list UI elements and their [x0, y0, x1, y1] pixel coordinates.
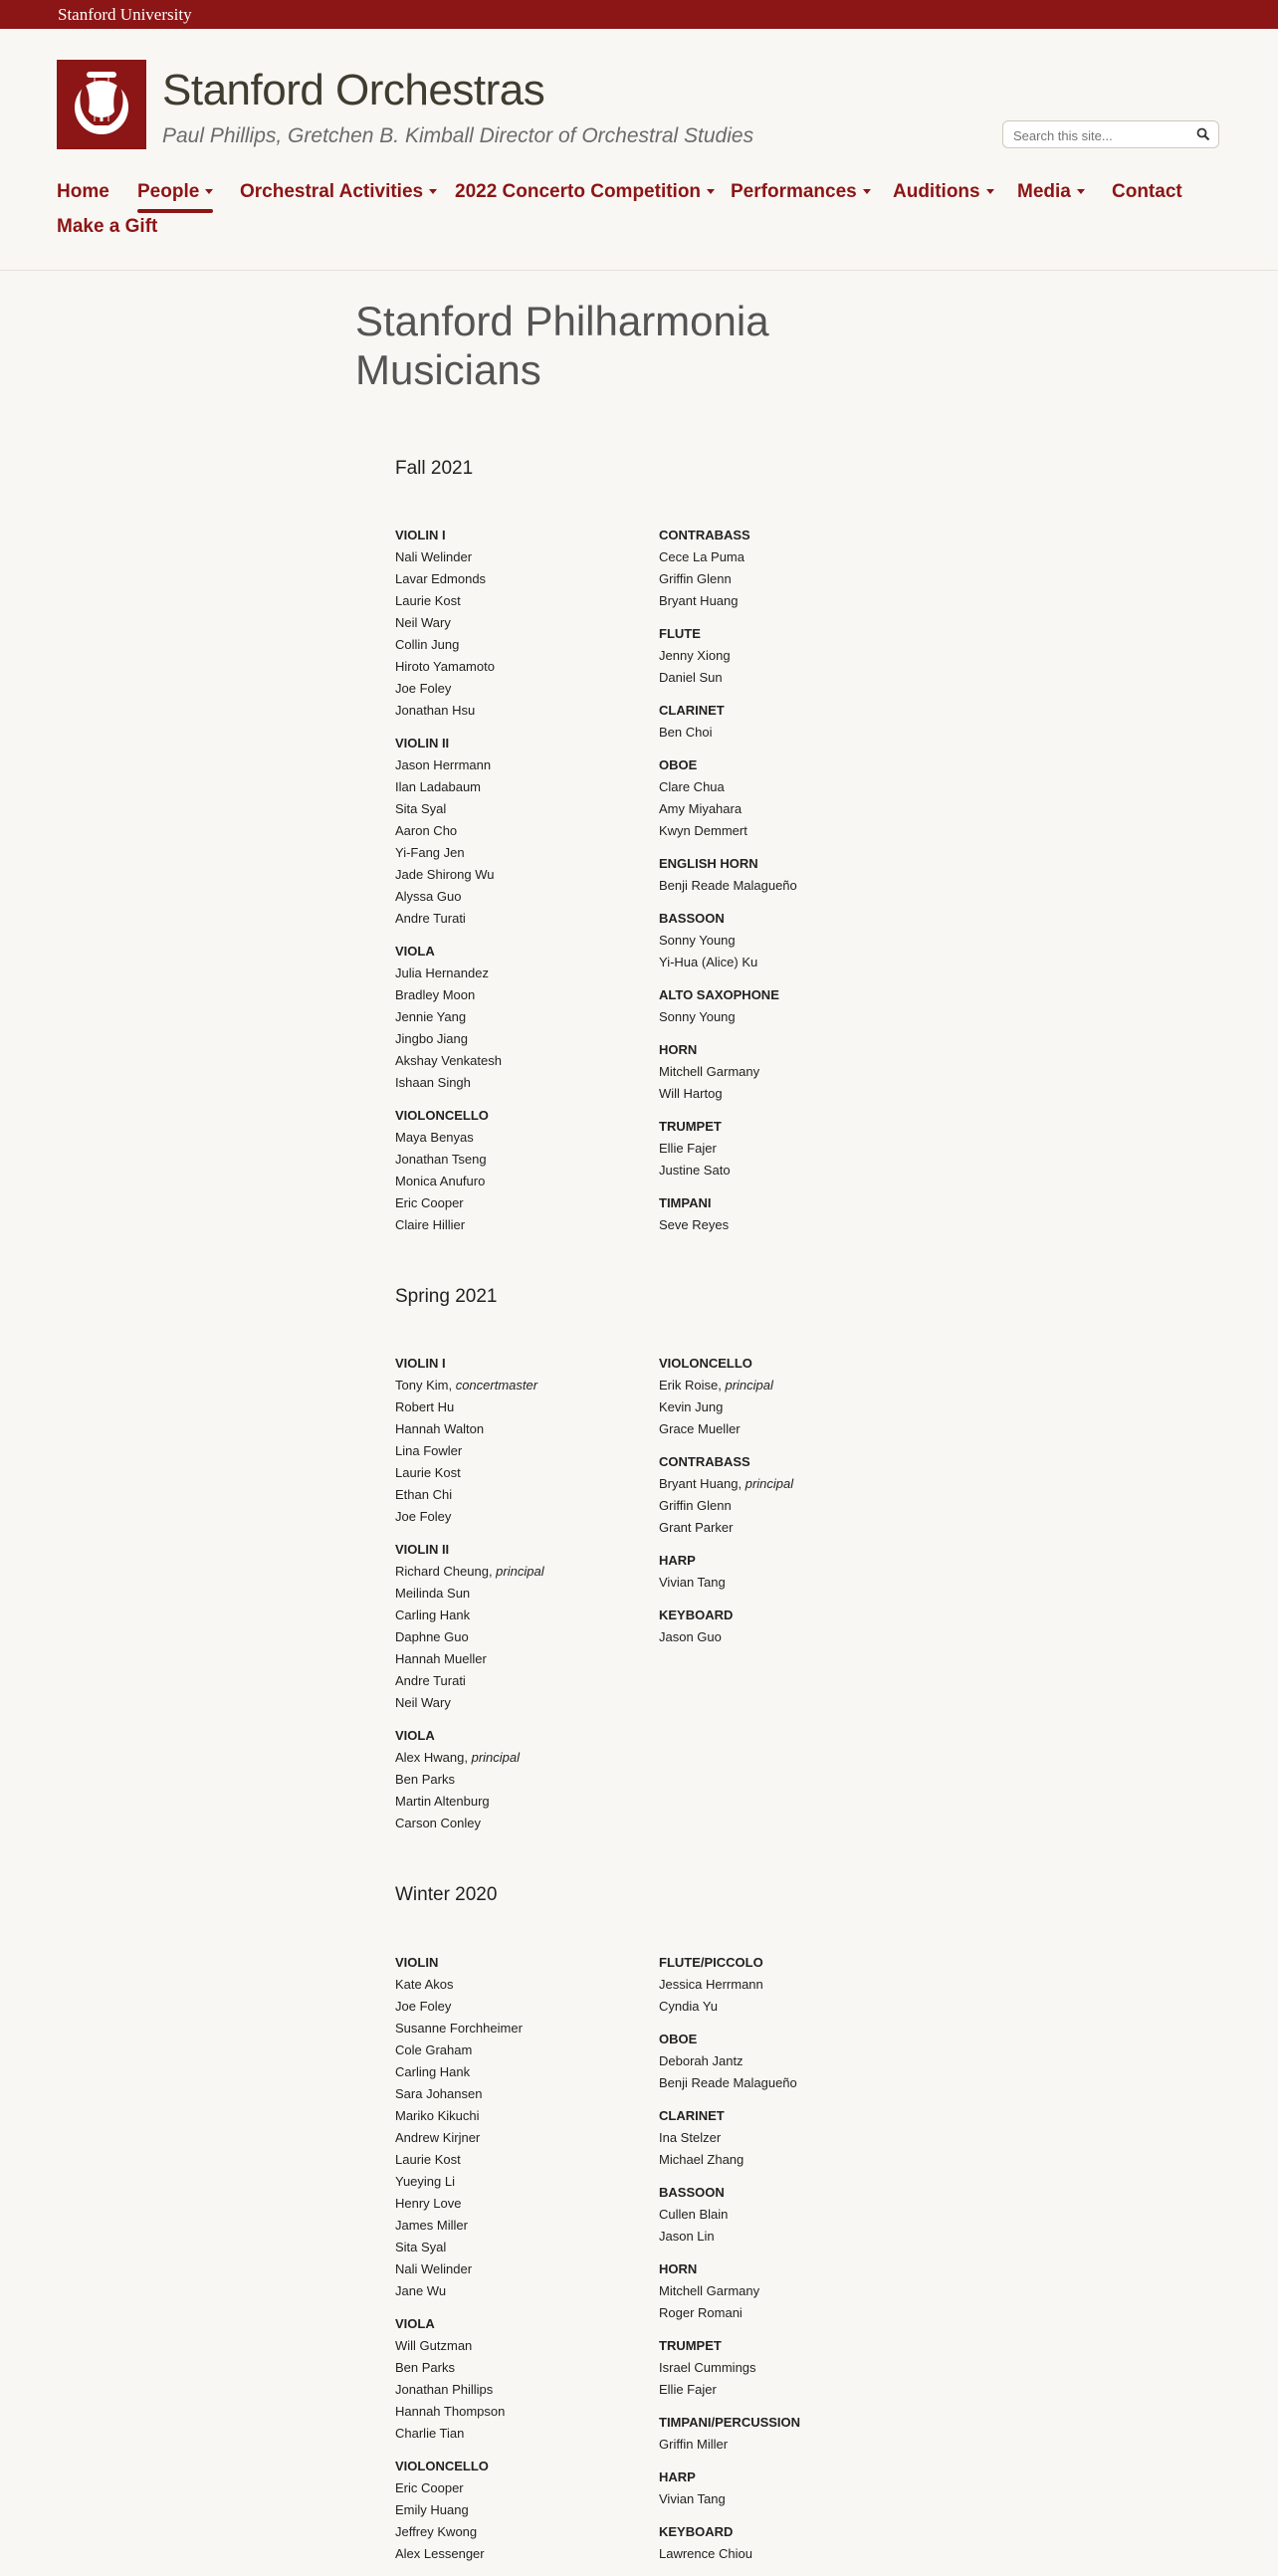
musician-name: Henry Love: [395, 2196, 462, 2211]
page-title: Stanford Philharmonia Musicians: [355, 298, 769, 393]
musician-name: Jennie Yang: [395, 1009, 467, 1024]
instrument-section: [659, 2105, 918, 2171]
stanford-top-bar: [0, 0, 1278, 29]
musician-name: Jonathan Tseng: [395, 1152, 487, 1167]
roster-column-right: [659, 1952, 918, 2576]
caret-down-icon: [1077, 189, 1085, 194]
musician-name: Hannah Mueller: [395, 1651, 487, 1666]
musician-name: Clare Chua: [659, 779, 725, 794]
musician-name: Tony Kim, concertmaster: [395, 1378, 538, 1393]
musician-name: Yi-Fang Jen: [395, 845, 465, 860]
instrument-section-title: FLUTE: [659, 626, 701, 641]
instrument-section-title: VIOLIN I: [395, 1356, 446, 1371]
instrument-section-title: TRUMPET: [659, 2338, 722, 2353]
musician-name: Lawrence Chiou: [659, 2546, 752, 2561]
musician-name: Grant Parker: [659, 1520, 734, 1535]
musician-name: Hannah Thompson: [395, 2404, 506, 2419]
musician-name: Kwyn Demmert: [659, 823, 747, 838]
musician-name: Ishaan Singh: [395, 1075, 471, 1090]
musician-name: Jingbo Jiang: [395, 1031, 468, 1046]
musician-name: Eric Cooper: [395, 2480, 464, 2495]
site-subtitle: Paul Phillips, Gretchen B. Kimball Director of Orchestral Studies: [162, 124, 754, 147]
musician-name: Griffin Glenn: [659, 571, 732, 586]
instrument-section: [659, 2412, 918, 2456]
instrument-section-title: VIOLIN I: [395, 528, 446, 542]
season-heading: Winter 2020: [395, 1884, 498, 1905]
instrument-section-title: VIOLONCELLO: [395, 1108, 489, 1123]
musician-name: Jonathan Phillips: [395, 2382, 494, 2397]
instrument-section-title: CONTRABASS: [659, 1454, 750, 1469]
musician-name: Justine Sato: [659, 1163, 731, 1178]
musician-name: Jason Herrmann: [395, 757, 492, 772]
musician-name: Laurie Kost: [395, 2152, 461, 2167]
instrument-section-title: CONTRABASS: [659, 528, 750, 542]
musician-name: Monica Anufuro: [395, 1174, 486, 1188]
instrument-section-title: TRUMPET: [659, 1119, 722, 1134]
roster-column-left: [395, 1952, 654, 2576]
musician-name: Laurie Kost: [395, 593, 461, 608]
musician-name: Akshay Venkatesh: [395, 1053, 502, 1068]
musician-name: Jane Wu: [395, 2283, 447, 2298]
instrument-section: [659, 2521, 918, 2565]
musician-name: Jade Shirong Wu: [395, 867, 495, 882]
musician-name: Vivian Tang: [659, 2491, 726, 2506]
musician-name: Lina Fowler: [395, 1443, 463, 1458]
musician-name: Joe Foley: [395, 681, 452, 696]
instrument-section-title: VIOLIN: [395, 1955, 439, 1970]
musician-name: Robert Hu: [395, 1399, 455, 1414]
instrument-section: [659, 1550, 918, 1594]
instrument-section-title: ALTO SAXOPHONE: [659, 987, 779, 1002]
roster-column-left: [395, 525, 654, 1247]
nav-people[interactable]: People: [137, 178, 213, 206]
instrument-section: [659, 2029, 918, 2094]
musician-name: Jonathan Hsu: [395, 703, 476, 718]
musician-name: Ethan Chi: [395, 1487, 453, 1502]
musician-name: Joe Foley: [395, 1999, 452, 2014]
instrument-section: [659, 2335, 918, 2401]
musician-name: Yueying Li: [395, 2174, 455, 2189]
musician-name: Alyssa Guo: [395, 889, 462, 904]
instrument-section-title: VIOLONCELLO: [659, 1356, 752, 1371]
musician-name: Andrew Kirjner: [395, 2130, 481, 2145]
musician-role: principal: [725, 1378, 773, 1393]
musician-name: Ben Choi: [659, 725, 713, 740]
musician-name: Cece La Puma: [659, 549, 745, 564]
musician-name: Bradley Moon: [395, 987, 476, 1002]
instrument-section: [659, 1039, 918, 1105]
musician-name: Charlie Tian: [395, 2426, 465, 2441]
search-icon[interactable]: [1196, 127, 1210, 146]
nav-make-a-gift[interactable]: Make a Gift: [57, 216, 158, 237]
musician-name: Jeffrey Kwong: [395, 2524, 478, 2539]
instrument-section: [659, 2258, 918, 2324]
musician-name: Sonny Young: [659, 933, 736, 948]
musician-name: Carson Conley: [395, 1816, 481, 1830]
instrument-section: [659, 984, 918, 1028]
musician-name: Nali Welinder: [395, 2261, 473, 2276]
musician-name: Sita Syal: [395, 2240, 447, 2254]
musician-name: Julia Hernandez: [395, 966, 489, 980]
musician-name: Roger Romani: [659, 2305, 743, 2320]
musician-name: Vivian Tang: [659, 1575, 726, 1590]
musician-name: Neil Wary: [395, 1695, 451, 1710]
musician-name: Susanne Forchheimer: [395, 2021, 523, 2036]
musician-name: Andre Turati: [395, 911, 466, 926]
musician-name: Deborah Jantz: [659, 2053, 744, 2068]
instrument-section: [659, 2467, 918, 2510]
instrument-section-title: HORN: [659, 2261, 698, 2276]
musician-name: Cyndia Yu: [659, 1999, 719, 2014]
instrument-section-title: VIOLA: [395, 1728, 435, 1743]
musician-name: Andre Turati: [395, 1673, 466, 1688]
instrument-section: [659, 1952, 918, 2018]
instrument-section: [395, 525, 654, 722]
musician-name: Collin Jung: [395, 637, 460, 652]
musician-name: Ilan Ladabaum: [395, 779, 482, 794]
search-box[interactable]: [1002, 120, 1219, 148]
musician-name: Grace Mueller: [659, 1421, 741, 1436]
nav-home[interactable]: Home: [57, 181, 109, 202]
musician-name: Kate Akos: [395, 1977, 454, 1992]
instrument-section-title: HORN: [659, 1042, 698, 1057]
caret-down-icon: [707, 189, 715, 194]
musician-name: Hiroto Yamamoto: [395, 659, 495, 674]
musician-name: Amy Miyahara: [659, 801, 743, 816]
instrument-section: [659, 525, 918, 612]
instrument-section-title: TIMPANI: [659, 1195, 712, 1210]
musician-role: principal: [745, 1476, 794, 1491]
musician-name: Lavar Edmonds: [395, 571, 487, 586]
musician-name: Mariko Kikuchi: [395, 2108, 480, 2123]
musician-name: Nali Welinder: [395, 549, 473, 564]
musician-name: Michael Zhang: [659, 2152, 745, 2167]
instrument-section-title: CLARINET: [659, 703, 725, 718]
musician-name: Hannah Walton: [395, 1421, 485, 1436]
instrument-section-title: OBOE: [659, 2032, 698, 2046]
instrument-section-title: CLARINET: [659, 2108, 725, 2123]
musician-name: Jason Guo: [659, 1629, 722, 1644]
instrument-section: [395, 1105, 654, 1236]
musician-name: Claire Hillier: [395, 1217, 466, 1232]
nav-media[interactable]: Media: [1017, 178, 1085, 206]
caret-down-icon: [863, 189, 871, 194]
musician-name: Jenny Xiong: [659, 648, 731, 663]
musician-name: Sara Johansen: [395, 2086, 483, 2101]
season-heading: Fall 2021: [395, 458, 474, 479]
nav-contact[interactable]: Contact: [1112, 181, 1182, 202]
musician-name: Seve Reyes: [659, 1217, 730, 1232]
musician-name: Aaron Cho: [395, 823, 458, 838]
musician-name: Laurie Kost: [395, 1465, 461, 1480]
musician-name: Cullen Blain: [659, 2207, 729, 2222]
musician-name: Griffin Glenn: [659, 1498, 732, 1513]
musician-name: Ina Stelzer: [659, 2130, 722, 2145]
musician-name: Will Gutzman: [395, 2338, 473, 2353]
musician-name: Benji Reade Malagueño: [659, 878, 797, 893]
instrument-section: [659, 1192, 918, 1236]
musician-name: Neil Wary: [395, 615, 451, 630]
musician-name: Martin Altenburg: [395, 1794, 490, 1809]
instrument-section-title: HARP: [659, 1553, 696, 1568]
musician-name: Ellie Fajer: [659, 1141, 717, 1156]
musician-name: Ben Parks: [395, 2360, 455, 2375]
musician-name: Emily Huang: [395, 2502, 469, 2517]
musician-name: Cole Graham: [395, 2042, 473, 2057]
musician-role: principal: [496, 1564, 544, 1579]
instrument-section-title: VIOLIN II: [395, 736, 450, 751]
instrument-section: [659, 754, 918, 842]
musician-name: Daphne Guo: [395, 1629, 469, 1644]
instrument-section: [659, 1605, 918, 1648]
musician-name: Erik Roise, principal: [659, 1378, 773, 1393]
nav-concerto-competition[interactable]: 2022 Concerto Competition: [455, 178, 715, 206]
musician-name: Mitchell Garmany: [659, 2283, 760, 2298]
musician-name: Eric Cooper: [395, 1195, 464, 1210]
instrument-section-title: ENGLISH HORN: [659, 856, 758, 871]
season-heading: Spring 2021: [395, 1286, 498, 1307]
musician-name: Meilinda Sun: [395, 1586, 471, 1601]
musician-name: Will Hartog: [659, 1086, 723, 1101]
caret-down-icon: [429, 189, 437, 194]
site-title[interactable]: Stanford Orchestras: [162, 66, 545, 114]
musician-name: Kevin Jung: [659, 1399, 724, 1414]
instrument-section: [395, 733, 654, 930]
musician-name: James Miller: [395, 2218, 468, 2233]
instrument-section: [659, 853, 918, 897]
musician-name: Joe Foley: [395, 1509, 452, 1524]
musician-name: Ben Parks: [395, 1772, 455, 1787]
musician-name: Alex Hwang, principal: [395, 1750, 521, 1765]
instrument-section: [395, 1353, 654, 1528]
site-header: [0, 29, 1278, 271]
musician-name: Bryant Huang, principal: [659, 1476, 794, 1491]
instrument-section-title: VIOLA: [395, 2316, 435, 2331]
musician-name: Mitchell Garmany: [659, 1064, 760, 1079]
instrument-section: [659, 2182, 918, 2248]
caret-down-icon: [205, 189, 213, 194]
instrument-section: [659, 1353, 918, 1440]
musician-name: Benji Reade Malagueño: [659, 2075, 797, 2090]
musician-name: Carling Hank: [395, 1608, 471, 1622]
instrument-section-title: FLUTE/PICCOLO: [659, 1955, 763, 1970]
roster-column-left: [395, 1353, 654, 1845]
musician-name: Maya Benyas: [395, 1130, 474, 1145]
stanford-university-link[interactable]: Stanford University: [58, 5, 192, 24]
search-input[interactable]: [1011, 125, 1194, 145]
instrument-section: [395, 2456, 654, 2565]
musician-name: Israel Cummings: [659, 2360, 756, 2375]
instrument-section-title: KEYBOARD: [659, 1608, 734, 1622]
instrument-section: [659, 623, 918, 689]
caret-down-icon: [986, 189, 994, 194]
instrument-section: [659, 908, 918, 973]
nav-performances[interactable]: Performances: [731, 178, 871, 206]
musician-name: Richard Cheung, principal: [395, 1564, 544, 1579]
musician-name: Ellie Fajer: [659, 2382, 717, 2397]
instrument-section-title: VIOLONCELLO: [395, 2459, 489, 2473]
musician-name: Jessica Herrmann: [659, 1977, 763, 1992]
musician-name: Sonny Young: [659, 1009, 736, 1024]
instrument-section: [395, 941, 654, 1094]
musician-name: Daniel Sun: [659, 670, 723, 685]
instrument-section-title: BASSOON: [659, 2185, 725, 2200]
musician-role: principal: [471, 1750, 521, 1765]
instrument-section-title: TIMPANI/PERCUSSION: [659, 2415, 801, 2430]
musician-role: concertmaster: [455, 1378, 538, 1393]
instrument-section-title: HARP: [659, 2469, 696, 2484]
instrument-section-title: OBOE: [659, 757, 698, 772]
instrument-section-title: BASSOON: [659, 911, 725, 926]
instrument-section: [395, 2313, 654, 2445]
nav-orchestral-activities[interactable]: Orchestral Activities: [240, 178, 437, 206]
musician-name: Bryant Huang: [659, 593, 739, 608]
instrument-section: [659, 700, 918, 744]
instrument-section-title: KEYBOARD: [659, 2524, 734, 2539]
roster-column-right: [659, 525, 918, 1247]
instrument-section-title: VIOLIN II: [395, 1542, 450, 1557]
instrument-section: [659, 1451, 918, 1539]
musician-name: Sita Syal: [395, 801, 447, 816]
instrument-section: [659, 1116, 918, 1181]
nav-auditions[interactable]: Auditions: [893, 178, 994, 206]
musician-name: Alex Lessenger: [395, 2546, 485, 2561]
instrument-section: [395, 1539, 654, 1714]
roster-column-right: [659, 1353, 918, 1659]
musician-name: Jason Lin: [659, 2229, 715, 2244]
instrument-section: [395, 1725, 654, 1834]
lyre-tree-logo-icon[interactable]: [57, 60, 146, 149]
musician-name: Yi-Hua (Alice) Ku: [659, 955, 758, 969]
instrument-section: [395, 1952, 654, 2302]
musician-name: Carling Hank: [395, 2064, 471, 2079]
musician-name: Griffin Miller: [659, 2437, 729, 2452]
instrument-section-title: VIOLA: [395, 944, 435, 959]
